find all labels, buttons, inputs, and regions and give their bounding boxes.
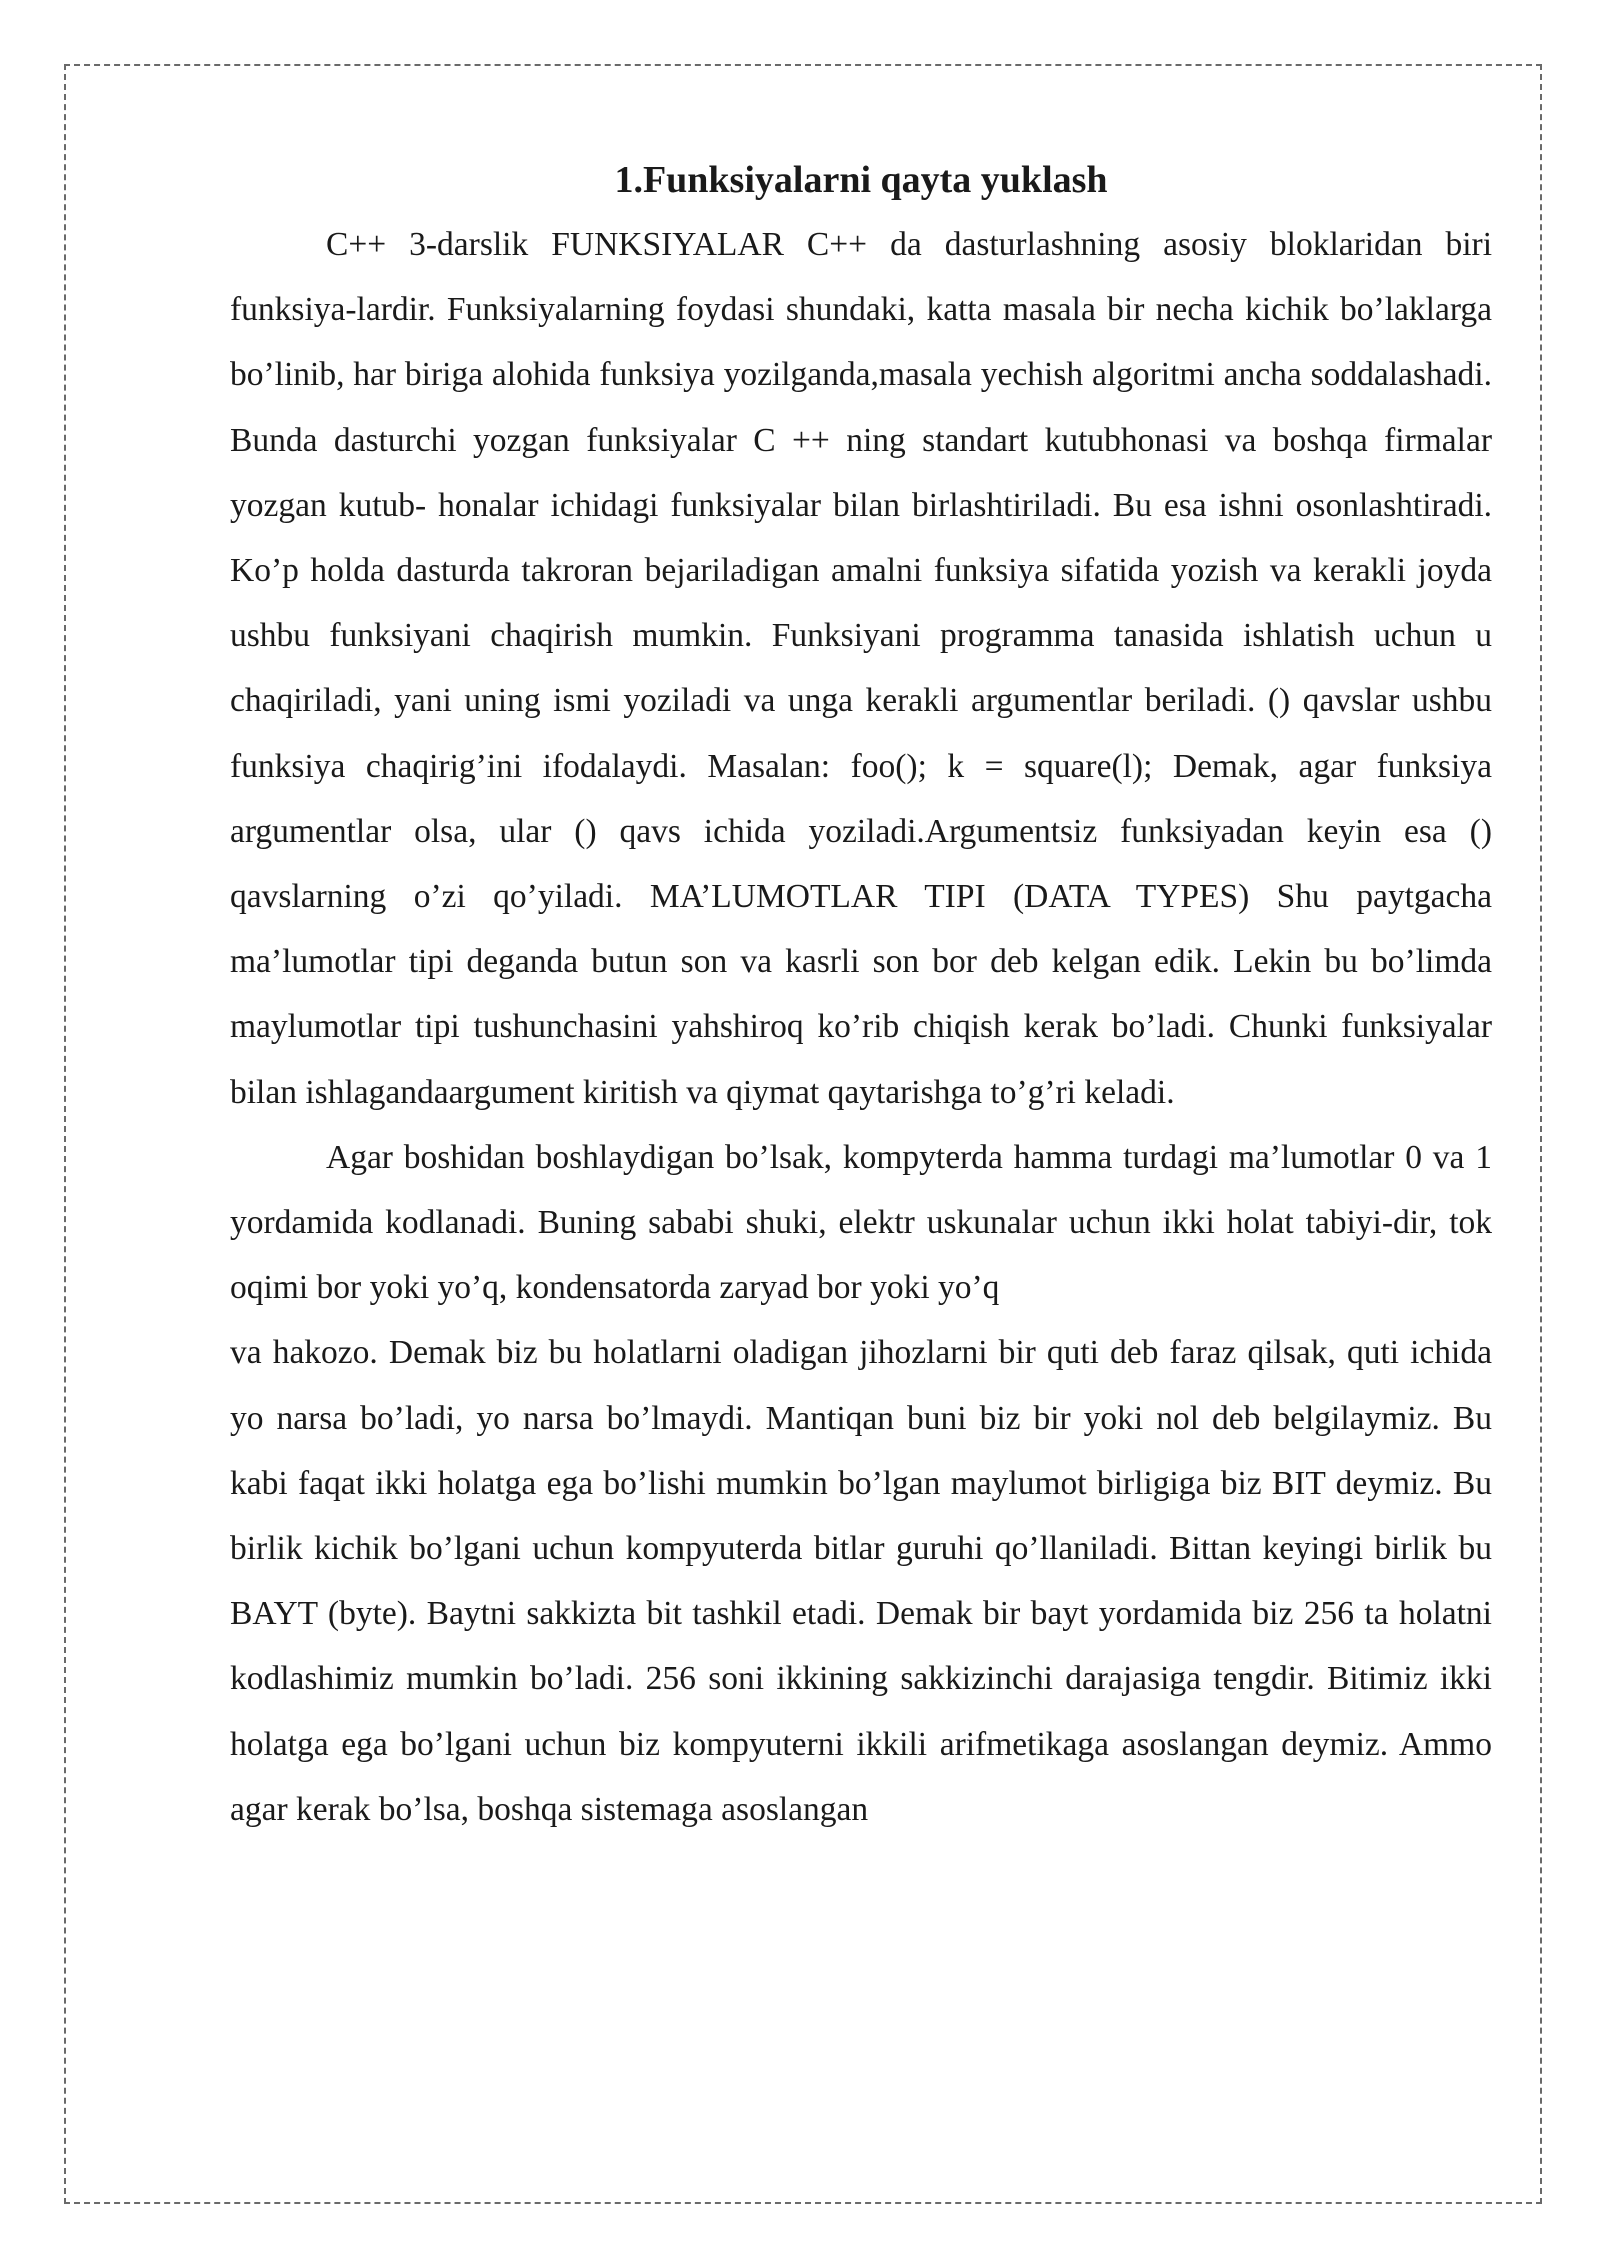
document-title: 1.Funksiyalarni qayta yuklash [614,159,1108,201]
paragraph-functions: C++ 3-darslik FUNKSIYALAR C++ da dasturlashning asosiy bloklaridan biri funksiya-lardir. Funksiyalarning foydasi shundaki, katta masala bir necha kichik bo’laklarga bo’linib, har biriga alohida funksiya yozilganda,masala yechish algoritmi ancha soddalashadi. Bunda dasturchi yozgan funksiyalar C ++ ning standart kutubhonasi va boshqa firmalar yozgan kutub- honalar ichidagi funksiyalar bilan birlashtiriladi. Bu esa ishni osonlashtiradi. Ko’p holda dasturda takroran bejariladigan amalni funksiya sifatida yozish va kerakli joyda ushbu funksiyani chaqirish mumkin. Funksiyani programma tanasida ishlatish uchun u chaqiriladi, yani uning ismi yoziladi va unga kerakli argumentlar beriladi. () qavslar ushbu funksiya chaqirig’ini ifodalaydi. Masalan: foo(); k = square(l); Demak, agar funksiya argumentlar olsa, ular () qavs ichida yoziladi.Argumentsiz funksiyadan keyin esa () qavslarning o’zi qo’yiladi. MA’LUMOTLAR TIPI (DATA TYPES) Shu paytgacha ma’lumotlar tipi deganda butun son va kasrli son bor deb kelgan edik. Lekin bu bo’limda maylumotlar tipi tushunchasini yahshiroq ko’rib chiqish kerak bo’ladi. Chunki funksiyalar bilan ishlagandaargument kiritish va qiymat qaytarishga to’g’ri keladi. [230,226,1492,1111]
document-body [230,150,1492,1842]
paragraph-bits-bytes: va hakozo. Demak biz bu holatlarni oladigan jihozlarni bir quti deb faraz qilsak, quti ichida yo narsa bo’ladi, yo narsa bo’lmaydi. Mantiqan buni biz bir yoki nol deb belgilaymiz. Bu kabi faqat ikki holatga ega bo’lishi mumkin bo’lgan maylumot birligiga biz BIT deymiz. Bu birlik kichik bo’lgani uchun kompyuterda bitlar guruhi qo’llaniladi. Bittan keyingi birlik bu BAYT (byte). Baytni sakkizta bit tashkil etadi. Demak bir bayt yordamida biz 256 ta holatni kodlashimiz mumkin bo’ladi. 256 soni ikkining sakkizinchi darajasiga tengdir. Bitimiz ikki holatga ega bo’lgani uchun biz kompyuterni ikkili arifmetikaga asoslangan deymiz. Ammo agar kerak bo’lsa, boshqa sistemaga asoslangan [230,1334,1492,1828]
paragraph-binary-intro: Agar boshidan boshlaydigan bo’lsak, kompyterda hamma turdagi ma’lumotlar 0 va 1 yordamida kodlanadi. Buning sababi shuki, elektr uskunalar uchun ikki holat tabiyi-dir, tok oqimi bor yoki yo’q, kondensatorda zaryad bor yoki yo’q [230,1138,1492,1307]
